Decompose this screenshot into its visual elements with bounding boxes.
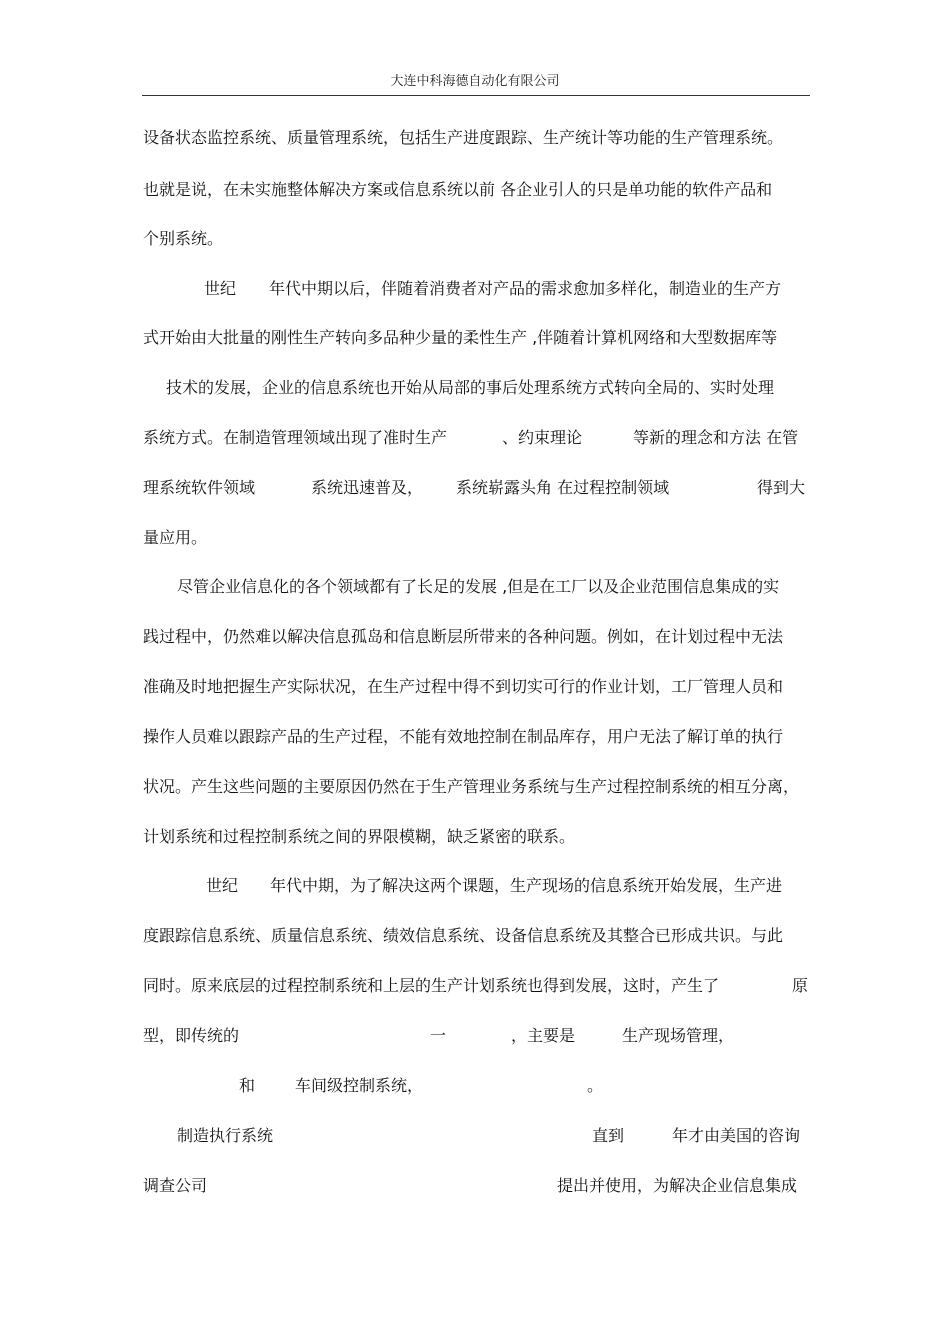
text-fragment: 和: [239, 1076, 256, 1095]
text-line: 准确及时地把握生产实际状况，在生产过程中得不到切实可行的作业计划，工厂管理人员和: [143, 677, 784, 696]
text-fragment: 年代中期，为了解决这两个课题，生产现场的信息系统开始发展，生产进: [270, 876, 783, 895]
text-line: 操作人员难以跟踪产品的生产过程，不能有效地控制在制品库存，用户无法了解订单的执行: [143, 727, 784, 746]
text-fragment: 得到大: [757, 478, 806, 497]
text-fragment: 生产现场管理，: [622, 1026, 735, 1045]
text-fragment: 直到: [592, 1126, 625, 1145]
text-fragment: 调查公司: [143, 1176, 208, 1195]
text-fragment: 年才由美国的咨询: [672, 1126, 801, 1145]
text-fragment: 制造执行系统: [177, 1126, 274, 1145]
text-line: 技术的发展，企业的信息系统也开始从局部的事后处理系统方式转向全局的、实时处理: [166, 378, 775, 397]
text-fragment: 同时。原来底层的过程控制系统和上层的生产计划系统也得到发展，这时，产生了: [143, 976, 720, 995]
text-fragment: 车间级控制系统，: [295, 1076, 424, 1095]
text-fragment: 系统方式。在制造管理领域出现了准时生产: [143, 428, 448, 447]
text-fragment: 、约束理论: [502, 428, 583, 447]
text-fragment: 理系统软件领域: [143, 478, 256, 497]
text-fragment: 年代中期以后，伴随着消费者对产品的需求愈加多样化，制造业的生产方: [269, 279, 782, 298]
text-fragment: ，主要是: [511, 1026, 576, 1045]
text-line: 状况。产生这些问题的主要原因仍然在于生产管理业务系统与生产过程控制系统的相互分离，: [143, 777, 800, 796]
text-fragment: 等新的理念和方法 在管: [633, 428, 799, 447]
text-line: 设备状态监控系统、质量管理系统，包括生产进度跟踪、生产统计等功能的生产管理系统。: [143, 128, 784, 147]
text-fragment: 。: [587, 1076, 604, 1095]
text-line: 也就是说，在未实施整体解决方案或信息系统以前 各企业引人的只是单功能的软件产品和: [143, 180, 773, 199]
text-line: 计划系统和过程控制系统之间的界限模糊，缺乏紧密的联系。: [143, 827, 576, 846]
text-line: 度跟踪信息系统、质量信息系统、绩效信息系统、设备信息系统及其整合已形成共识。与此: [143, 926, 784, 945]
text-fragment: 提出并使用，为解决企业信息集成: [557, 1176, 798, 1195]
header-divider: [142, 95, 810, 96]
text-fragment: 原: [792, 976, 809, 995]
text-fragment: 系统崭露头角 在过程控制领域: [456, 478, 670, 497]
text-line: 式开始由大批量的刚性生产转向多品种少量的柔性生产 ,伴随着计算机网络和大型数据库等: [143, 328, 778, 347]
text-fragment: 型，即传统的: [143, 1026, 240, 1045]
text-line: 尽管企业信息化的各个领域都有了长足的发展 ,但是在工厂以及企业范围信息集成的实: [177, 577, 780, 596]
page-header-title: 大连中科海德自动化有限公司: [390, 74, 560, 89]
text-fragment: 世纪: [204, 279, 237, 298]
text-line: 个别系统。: [143, 229, 224, 248]
text-fragment: 世纪: [206, 876, 239, 895]
text-line: 量应用。: [143, 528, 208, 547]
text-fragment: 系统迅速普及，: [311, 478, 424, 497]
text-line: 践过程中，仍然难以解决信息孤岛和信息断层所带来的各种问题。例如，在计划过程中无法: [143, 627, 784, 646]
text-fragment: 一: [430, 1026, 447, 1045]
